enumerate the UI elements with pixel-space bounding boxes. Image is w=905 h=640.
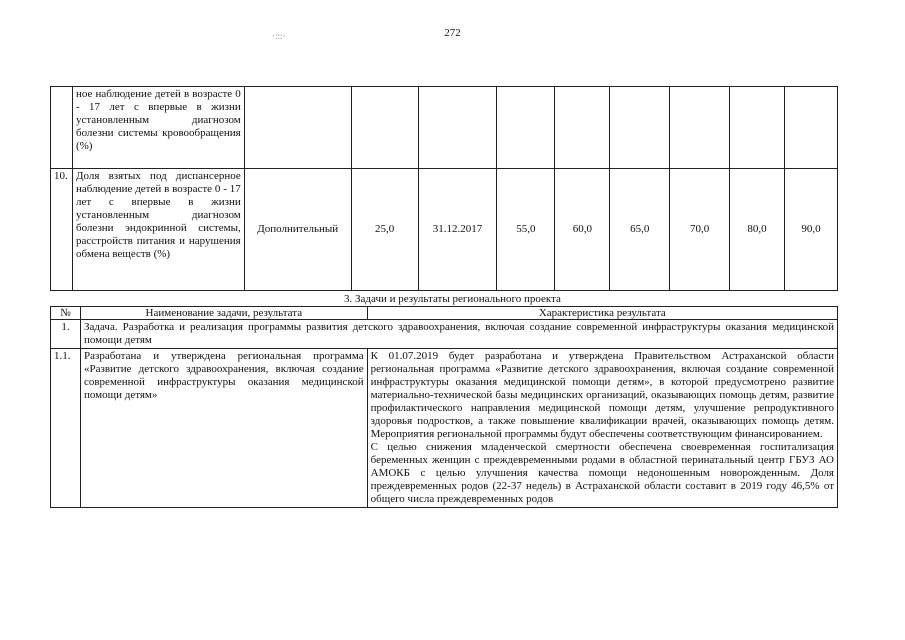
result-number: 1.1. [51,349,81,508]
value-year-1: 55,0 [497,169,555,291]
base-value: 25,0 [351,169,418,291]
page-number: 272 [444,27,461,39]
value-year-3 [610,87,670,169]
value-year-6 [784,87,837,169]
column-header-number: № [51,307,81,320]
task-row [51,320,838,349]
column-header-characteristic: Характеристика результата [367,307,837,320]
indicators-table [50,86,838,291]
row-number [51,87,73,169]
result-name: Разработана и утверждена региональная программа «Развитие детского здравоохранения, включая создание современной инфраструктуры оказания медицинской помощи детям» [80,349,367,508]
section-title: 3. Задачи и результаты регионального проекта [344,293,561,305]
table-header-row [51,307,838,320]
value-year-4: 70,0 [670,169,730,291]
column-header-name: Наименование задачи, результата [80,307,367,320]
base-value [351,87,418,169]
table-row [51,169,838,291]
value-year-2: 60,0 [555,169,610,291]
scan-artifact: ·:::· [272,31,286,41]
value-year-5: 80,0 [730,169,785,291]
result-description-paragraph: С целью снижения младенческой смертности обеспечена своевременная госпитализация беременных женщин с преждевременными родами в областной перинатальный центр ГБУЗ АО АМОКБ с целью улучшения качества помощи недоношенным новорожденным. Доля преждевременных родов (22-37 недель) в Астраханской области составит в 2019 году 46,5% от общего числа преждевременных родов [370,441,834,505]
indicator-name: ное наблюдение детей в возрасте 0 - 17 лет с впервые в жизни установленным диагнозом болезни системы кровообращения (%) [72,87,244,169]
table-row [51,87,838,169]
indicator-type: Дополнительный [244,169,351,291]
value-year-5 [730,87,785,169]
indicator-name: Доля взятых под диспансерное наблюдение детей в возрасте 0 - 17 лет с впервые в жизни установленным диагнозом болезни эндокринной системы, расстройств питания и нарушения обмена веществ (%) [72,169,244,291]
result-description [367,349,837,508]
tasks-results-table [50,306,838,508]
value-year-3: 65,0 [610,169,670,291]
indicator-type [244,87,351,169]
value-year-1 [497,87,555,169]
value-year-6: 90,0 [784,169,837,291]
task-text: Задача. Разработка и реализация программы развития детского здравоохранения, включая создание современной инфраструктуры оказания медицинской помощи детям [80,320,837,349]
value-year-2 [555,87,610,169]
value-year-4 [670,87,730,169]
row-number: 10. [51,169,73,291]
task-number: 1. [51,320,81,349]
result-description-paragraph: К 01.07.2019 будет разработана и утверждена Правительством Астраханской области региональная программа «Развитие детского здравоохранения, включая создание современной инфраструктуры оказания медицинской помощи детям», в которой предусмотрено развитие материально-технической базы медицинских организаций, оказывающих помощь детям, развитие профилактического направления медицинской помощи детям, улучшение репродуктивного здоровья подростков, а также повышение квалификации врачей, оказывающих помощь детям. Мероприятия региональной программы будут обеспечены соответствующим финансированием. [370,350,834,440]
base-date: 31.12.2017 [418,169,497,291]
result-row [51,349,838,508]
base-date [418,87,497,169]
